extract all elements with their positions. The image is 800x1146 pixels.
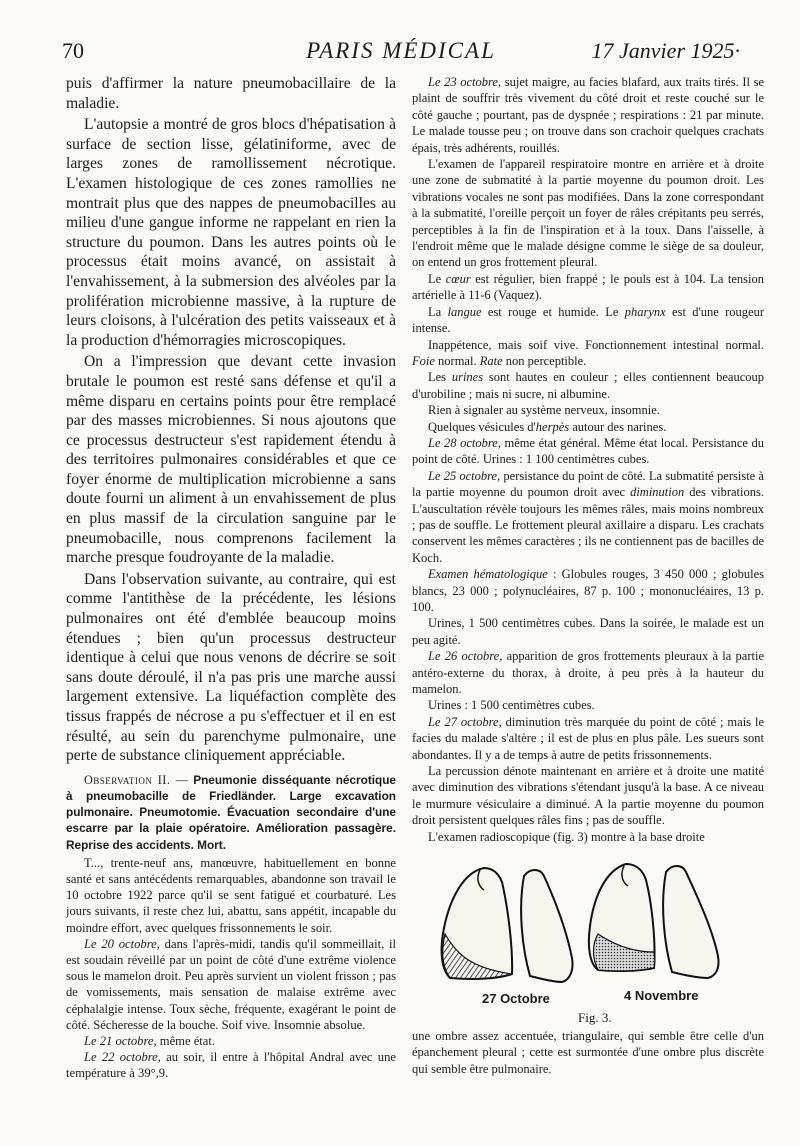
paragraph: une ombre assez accentuée, triangulaire, qui semble être celle d'un épanchement pleural ; cette est surmontée d'une ombre plus discrète qui semble être pulmonaire. — [412, 1029, 764, 1076]
paragraph: puis d'affirmer la nature pneumobacillaire de la maladie. — [66, 75, 396, 112]
entry-text: dans l'après-midi, tandis qu'il sommeillait, il est soudain réveillé par un point de côté d'une extrême violence sous le mamelon droit. Peu après survient un violent frisson ; pas de vomissements, mais sensation de malaise extrême avec céphalalgie intense. Toux sèche, fréquente, exagérant le point de côté. Sécheresse de la bouche. Soif vive. Insomnie absolue. — [66, 936, 396, 1032]
text: normal. — [434, 353, 480, 368]
figure-label: Fig. 3. — [578, 1010, 612, 1025]
paragraph — [412, 566, 764, 615]
entry-text: : Globules rouges, 3 450 000 ; globules blancs, 23 000 ; polynucléaires, 87 p. 100 ; mononucléaires, 13 p. 100. — [412, 567, 765, 614]
entry-date: Le 20 octobre, — [84, 936, 160, 951]
page-header — [62, 38, 740, 68]
paragraph — [412, 435, 764, 468]
paragraph: Urines, 1 500 centimètres cubes. Dans la soirée, le malade est un peu agité. — [412, 616, 764, 647]
figure-caption-left: 27 Octobre — [482, 991, 550, 1006]
after-figure-text — [412, 1028, 764, 1077]
entry-date: Le 23 octobre, — [428, 75, 502, 89]
paragraph — [66, 1033, 396, 1049]
paragraph: Rien à signaler au système nerveux, insomnie. — [428, 403, 660, 418]
entry-date: Le 28 octobre, — [428, 435, 501, 450]
term: cœur — [445, 271, 471, 286]
left-column — [66, 74, 396, 1082]
entry-date: Le 21 octobre, — [84, 1034, 157, 1049]
term: herpès — [535, 419, 570, 434]
text: Les — [428, 370, 452, 385]
lung-drawing-nov — [589, 864, 719, 978]
entry-text: au soir, il entre à l'hôpital Andral avec une température à 39°,9. — [66, 1050, 396, 1081]
text: autour des narines. — [569, 419, 667, 434]
paragraph: L'examen de l'appareil respiratoire montre en arrière et à droite une zone de submatité à la partie moyenne du poumon droit. Les vibrations vocales ne sont pas modifiées. Dans la zone correspondant à la submatité, l'oreille perçoit un foyer de râles crépitants peu serrés, perceptibles à la fin de l'inspiration et à la toux. Dans l'aisselle, à l'endroit même que le malade désigne comme le siège de sa douleur, on entend un gros frottement pleural. — [412, 157, 764, 270]
entry-text: diminution très marquée du point de côté ; mais le facies du malade s'altère ; il est de plus en plus pâle. Les sueurs sont abondantes. Il y a de temps à autre de petits frissonnements. — [412, 714, 764, 762]
text: est régulier, bien frappé ; le pouls est à 104. La tension artérielle à 11-6 (Vaquez). — [412, 271, 764, 303]
observation-title: Pneumonie disséquante nécrotique à pneumobacille de Friedländer. Large excavation pulmonaire. Pneumotomie. Évacuation secondaire d'une escarre par la plaie opératoire. Amélioration passagère. Reprise des accidents. Mort. — [66, 772, 396, 852]
left-lung-outline — [663, 866, 718, 978]
text: sont hautes en couleur ; elles contiennent beaucoup d'urobiline ; mais ni sucre, ni albumine. — [412, 370, 764, 401]
paragraph: La percussion dénote maintenant en arrière et à droite une matité avec diminution des vibrations s'étendant jusqu'à la base. A ce niveau le murmure vésiculaire a diminué. A la partie moyenne du poumon droit persistent quelques râles fins ; pas de souffle. — [412, 764, 764, 828]
right-column — [412, 74, 764, 845]
entry-text: même état. — [156, 1034, 216, 1049]
entry-date: Le 27 octobre, — [428, 714, 502, 729]
issue-date: 17 Janvier 1925· — [591, 38, 740, 63]
figure-3 — [412, 858, 764, 1028]
paragraph: On a l'impression que devant cette invasion brutale le poumon est resté sans défense et qu'il a même disparu en certains points pour être remplacé par des masses microbiennes. Si nous ajoutons que ce processus destructeur s'est rapidement étendu à des territoires pulmonaires considérables et que ce foyer énorme de multiplication microbienne a sans doute fourni un aliment à un envahissement de plus en plus massif de la circulation sanguine par le pneumobacille, nous comprenons facilement la marche presque foudroyante de la maladie. — [66, 353, 396, 567]
text: Inappétence, mais soif vive. Fonctionnement intestinal normal. — [428, 337, 764, 352]
paragraph — [412, 468, 764, 566]
entry-date: Le 26 octobre, — [428, 649, 503, 664]
lung-sketches — [412, 858, 764, 988]
page-number: 70 — [62, 38, 84, 63]
paragraph — [412, 74, 764, 156]
observation-heading — [66, 772, 396, 853]
text: La — [428, 304, 448, 319]
paragraph — [412, 369, 764, 402]
entry-text: apparition de gros frottements pleuraux à la partie antéro-externe du thorax, à droite, à peu près à la hauteur du mamelon. — [412, 649, 764, 697]
entry-text: persistance du point de côté. La submatité persiste à la partie moyenne du poumon droit avec — [412, 468, 764, 500]
term: Foie — [412, 353, 435, 368]
paragraph — [412, 648, 764, 697]
lung-drawing-oct — [442, 868, 573, 982]
paragraph — [412, 271, 764, 304]
paragraph — [66, 1049, 396, 1081]
text: Quelques vésicules d' — [428, 419, 536, 434]
journal-title: PARIS MÉDICAL — [306, 38, 496, 63]
paragraph — [412, 419, 764, 435]
subheading: Examen hématologique — [428, 567, 548, 582]
observation-label: Observation II. — — [84, 772, 189, 787]
entry-date: Le 25 octobre, — [428, 468, 501, 483]
paragraph — [412, 714, 764, 763]
paragraph: Urines : 1 500 centimètres cubes. — [428, 698, 595, 713]
entry-text: même état général. Même état local. Persistance du point de côté. Urines : 1 100 centimètres cubes. — [412, 435, 764, 467]
term: pharynx — [624, 304, 666, 319]
paragraph: L'autopsie a montré de gros blocs d'hépatisation à surface de section lisse, gélatiniforme, avec de larges zones de ramollissement nécrotique. L'examen histologique de ces zones ramollies ne montrait plus que des nappes de pneumobacilles au milieu d'une gangue informe ne rappelant en rien la structure du poumon. Dans les autres points où le processus était moins avancé, on assistait à l'envahissement, à la submersion des alvéoles par la prolifération microbienne massive, à la rupture de leurs cloisons, à l'ulcération des petits vaisseaux et à la production d'hémorragies microscopiques. — [66, 116, 396, 349]
paragraph: Dans l'observation suivante, au contraire, qui est comme l'antithèse de la précédente, les lésions pulmonaires ont été d'emblée beaucoup moins étendues ; bien qu'un processus destructeur identique à celui que nous venons de décrire se soit sans doute déroulé, il n'a pas pris une marche aussi largement extensive. La liquéfaction complète des tissus frappés de nécrose a pu s'effectuer et il en est résulté, au sein du parenchyme pulmonaire, une perte de substance cliniquement appréciable. — [66, 570, 396, 765]
figure-caption-right: 4 Novembre — [624, 988, 699, 1003]
term: urines — [451, 370, 484, 385]
term: langue — [447, 304, 482, 319]
text: Le — [428, 271, 446, 286]
term: diminution — [630, 485, 685, 500]
paragraph: T..., trente-neuf ans, manœuvre, habituellement en bonne santé et sans antécédents remarquables, abandonne son travail le 10 octobre 1922 parce qu'il se sent fatigué et courbaturé. Les jours suivants, il reste chez lui, abattu, sans appétit, incapable du moindre effort, avec quelques frissonnements le soir. — [66, 855, 396, 935]
text: non perceptible. — [502, 353, 587, 368]
entry-text: des vibrations. L'auscultation révèle toujours les mêmes râles, mais moins nombreux ; pas de souffle. Le frottement pleural axillaire a disparu. Les crachats conservent les mêmes caractères ; ils ne contiennent pas de bacilles de Koch. — [412, 485, 764, 565]
paragraph: L'examen radioscopique (fig. 3) montre à la base droite — [428, 829, 705, 844]
paragraph — [412, 337, 764, 370]
text: est rouge et humide. Le — [481, 304, 625, 319]
entry-text: sujet maigre, au facies blafard, aux traits tirés. Il se plaint de souffrir très vivement du côté droit et reste couché sur le côté gauche ; pourtant, pas de dyspnée ; respirations : 21 par minute. Le malade tousse peu ; on trouve dans son crachoir quelques crachats épais, très adhérents, rouillés. — [412, 75, 764, 155]
paragraph — [412, 304, 764, 337]
left-lung-outline — [521, 870, 572, 982]
entry-date: Le 22 octobre, — [84, 1050, 161, 1065]
text: est d'une rougeur intense. — [412, 304, 765, 336]
paragraph — [66, 936, 396, 1033]
term: Rate — [479, 353, 503, 368]
